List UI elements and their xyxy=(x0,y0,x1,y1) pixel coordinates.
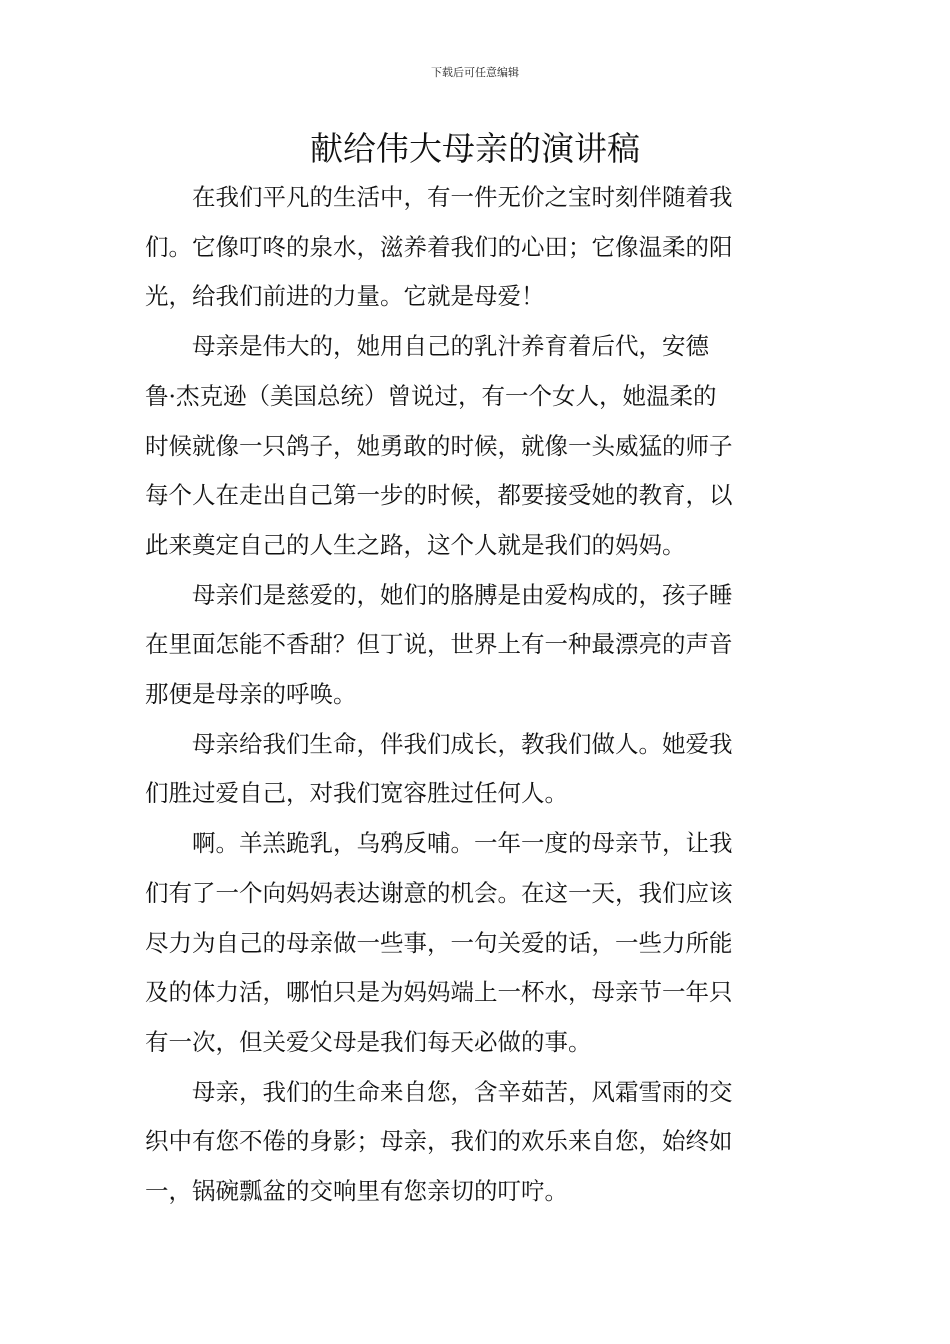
header-note: 下载后可任意编辑 xyxy=(431,66,519,79)
document-body xyxy=(145,173,815,1217)
paragraph-mother-loving: 母亲们是慈爱的，她们的胳膊是由爱构成的，孩子睡 在里面怎能不香甜？但丁说，世界上有一种最漂亮的声音 那便是母亲的呼唤。 xyxy=(145,580,733,709)
paragraph-mother-great: 母亲是伟大的，她用自己的乳汁养育着后代，安德 鲁·杰克逊（美国总统）曾说过，有一个女人，她温柔的 时候就像一只鸽子，她勇敢的时候，就像一头威猛的师子 每个人在走出自己第一步的时候，都要接受她的教育，以 此来奠定自己的人生之路，这个人就是我们的妈妈。 xyxy=(145,332,733,559)
paragraph-closing: 母亲，我们的生命来自您，含辛茹苦，风霜雪雨的交 织中有您不倦的身影；母亲，我们的欢乐来自您，始终如 一，锅碗瓢盆的交响里有您亲切的叮咛。 xyxy=(145,1077,733,1206)
page-title: 献给伟大母亲的演讲稿 xyxy=(310,129,640,168)
paragraph-mothers-day: 啊。羊羔跪乳，乌鸦反哺。一年一度的母亲节，让我 们有了一个向妈妈表达谢意的机会。在这一天，我们应该 尽力为自己的母亲做一些事，一句关爱的话，一些力所能 及的体力活，哪怕只是为妈妈端上一杯水，母亲节一年只 有一次，但关爱父母是我们每天必做的事。 xyxy=(145,829,733,1056)
paragraph-mother-gives-life: 母亲给我们生命，伴我们成长，教我们做人。她爱我 们胜过爱自己，对我们宽容胜过任何人。 xyxy=(145,729,733,808)
paragraph-intro: 在我们平凡的生活中，有一件无价之宝时刻伴随着我 们。它像叮咚的泉水，滋养着我们的心田；它像温柔的阳 光，给我们前进的力量。它就是母爱！ xyxy=(145,183,733,311)
